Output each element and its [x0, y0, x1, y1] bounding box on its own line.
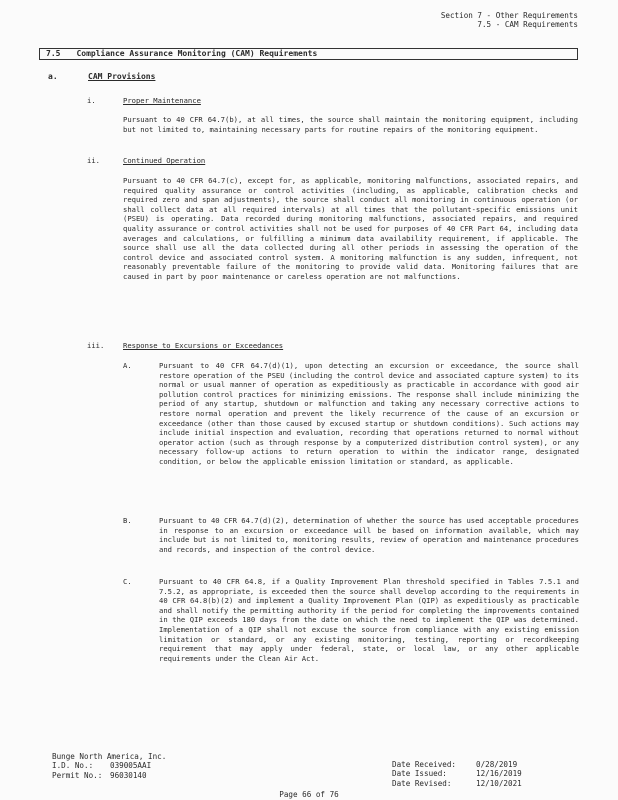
subsection-letter: a. [48, 72, 58, 81]
footer-id-label: I.D. No.: [52, 761, 94, 771]
footer-permit-value: 96030140 [110, 770, 147, 780]
footer-revised-row [392, 779, 522, 788]
item-iii-b-body: Pursuant to 40 CFR 64.7(d)(2), determination of whether the source has used acceptable procedures in response to an excursion or exceedance will be based on information available, which may include but is not limited to, monitoring results, review of operation and maintenance procedures and records, and inspection of the control device. [159, 516, 579, 554]
subsection-heading [48, 72, 156, 82]
page-number: Page 66 of 76 [279, 790, 339, 799]
footer-revised-label: Date Revised: [392, 778, 452, 788]
footer-received-value: 0/28/2019 [476, 760, 518, 769]
footer-company: Bunge North America, Inc. [52, 752, 167, 761]
item-i-numeral: i. [87, 96, 96, 105]
footer-received-label: Date Received: [392, 760, 457, 769]
item-iii-c-body: Pursuant to 40 CFR 64.8, if a Quality Improvement Plan threshold specified in Tables 7.5.1 and 7.5.2, as appropriate, is exceeded then the source shall develop according to the requirements in 40 CFR 64.8(b)(2) and implement a Quality Improvement Plan (QIP) as expeditiously as practicable and shall notify the permitting authority if the period for completing the improvements contained in the QIP exceeds 180 days from the date on which the need to implement the QIP was determined. Implementation of a QIP shall not excuse the source from compliance with any existing emission limitation or standard, or any existing monitoring, testing, reporting or recordkeeping requirement that may apply under federal, state, or local law, or any other applicable requirements under the Clean Air Act. [159, 577, 579, 663]
header-subsection: 7.5 - CAM Requirements [477, 20, 578, 30]
item-iii-title: Response to Excursions or Exceedances [123, 341, 284, 350]
footer-right [392, 760, 522, 788]
item-ii-body: Pursuant to 40 CFR 64.7(c), except for, as applicable, monitoring malfunctions, associated repairs, and required quality assurance or control activities (including, as applicable, calibration checks and required zero and span adjustments), the source shall conduct all monitoring in continuous operation (or shall collect data at all required intervals) at all times that the pollutant-specific emissions unit (PSEU) is operating. Data recorded during monitoring malfunctions, associated repairs, and required quality assurance or control activities shall not be used for purposes of 40 CFR Part 64, including data averages and calculations, or fulfilling a minimum data availability requirement, if applicable. The source shall use all the data collected during all other periods in assessing the operation of the control device and associated control system. A monitoring malfunction is any sudden, infrequent, not reasonably preventable failure of the monitoring to provide valid data. Monitoring failures that are caused in part by poor maintenance or careless operation are not malfunctions. [123, 176, 578, 281]
footer-id-row [52, 761, 166, 770]
item-i-heading [87, 96, 201, 106]
item-iii-c-letter: C. [123, 577, 132, 586]
footer-issued-value: 12/16/2019 [476, 769, 522, 779]
footer-received-row [392, 760, 522, 769]
item-iii-a-letter: A. [123, 361, 132, 370]
footer-revised-value: 12/10/2021 [476, 778, 522, 788]
subsection-title: CAM Provisions [88, 72, 156, 81]
section-heading [39, 48, 578, 60]
item-ii-numeral: ii. [87, 156, 100, 165]
footer-id-value: 039005AAI [110, 761, 152, 771]
header-section: Section 7 - Other Requirements [440, 11, 578, 20]
item-iii-b-letter: B. [123, 516, 132, 525]
item-iii-a-body: Pursuant to 40 CFR 64.7(d)(1), upon detecting an excursion or exceedance, the source shall restore operation of the PSEU (including the control device and associated capture system) to its normal or usual manner of operation as expeditiously as practicable in accordance with good air pollution control practices for minimizing emissions. The response shall include minimizing the period of any startup, shutdown or malfunction and taking any necessary corrective actions to restore normal operation and prevent the likely recurrence of the cause of an excursion or exceedance (other than those caused by excused startup or shutdown conditions). Such actions may include initial inspection and evaluation, recording that operations returned to normal without operator action (such as through response by a computerized distribution control system), or any necessary follow-up actions to return operation to within the indicator range, designated condition, or below the applicable emission limitation or standard, as applicable. [159, 361, 579, 466]
footer-issued-label: Date Issued: [392, 769, 447, 779]
footer-permit-label: Permit No.: [52, 770, 103, 780]
item-iii-heading [87, 341, 284, 351]
item-iii-numeral: iii. [87, 341, 105, 350]
page-header [441, 11, 578, 30]
section-title: Compliance Assurance Monitoring (CAM) Requirements [76, 49, 318, 58]
footer-left [52, 752, 166, 780]
item-ii-title: Continued Operation [123, 156, 206, 165]
item-i-title: Proper Maintenance [123, 96, 201, 105]
item-i-body: Pursuant to 40 CFR 64.7(b), at all times, the source shall maintain the monitoring equipment, including but not limited to, maintaining necessary parts for routine repairs of the monitoring equipment. [123, 115, 578, 134]
section-number: 7.5 [46, 49, 61, 58]
footer-issued-row [392, 769, 522, 778]
footer-permit-row [52, 771, 166, 780]
item-ii-heading [87, 156, 206, 166]
